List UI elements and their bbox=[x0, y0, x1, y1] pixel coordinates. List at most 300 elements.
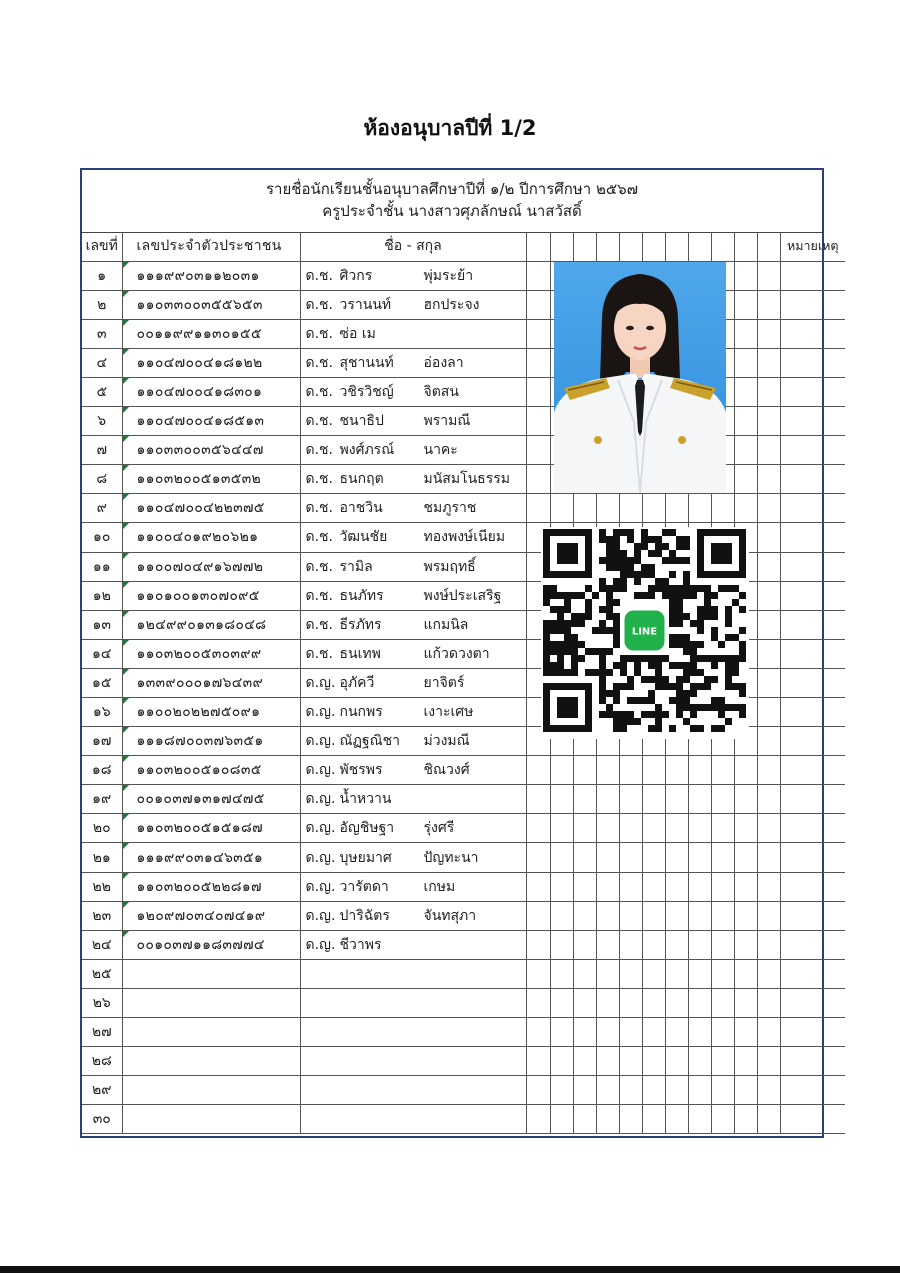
first-name: อัญชิษฐา bbox=[339, 820, 395, 837]
check-cell bbox=[688, 930, 711, 959]
student-national-id: ๐๐๑๐๓๗๑๓๑๗๔๗๕ bbox=[122, 785, 300, 814]
name-prefix: ด.ญ. bbox=[305, 791, 336, 808]
check-cell bbox=[734, 290, 757, 319]
last-name: จิตสน bbox=[423, 384, 459, 401]
student-number: ๓ bbox=[82, 319, 122, 348]
roster-heading: รายชื่อนักเรียนชั้นอนุบาลศึกษาปีที่ ๑/๒ ปีการศึกษา ๒๕๖๗ bbox=[266, 180, 638, 198]
check-cell bbox=[665, 232, 688, 261]
check-cell bbox=[573, 756, 596, 785]
check-cell bbox=[642, 1047, 665, 1076]
table-row bbox=[82, 785, 845, 814]
check-cell bbox=[573, 1047, 596, 1076]
student-name bbox=[300, 1076, 526, 1105]
student-name bbox=[300, 698, 526, 727]
check-cell bbox=[688, 901, 711, 930]
check-cell bbox=[711, 959, 734, 988]
check-cell bbox=[757, 698, 780, 727]
check-cell bbox=[526, 436, 550, 465]
student-name bbox=[300, 843, 526, 872]
check-cell bbox=[711, 1076, 734, 1105]
check-cell bbox=[757, 843, 780, 872]
student-name bbox=[300, 756, 526, 785]
note-cell bbox=[780, 930, 845, 959]
check-cell bbox=[550, 232, 573, 261]
check-cell bbox=[642, 814, 665, 843]
last-name: พุ่มระย้า bbox=[423, 267, 474, 284]
student-name bbox=[300, 668, 526, 697]
check-cell bbox=[526, 1076, 550, 1105]
check-cell bbox=[596, 959, 619, 988]
student-number: ๑๔ bbox=[82, 639, 122, 668]
student-name bbox=[300, 988, 526, 1017]
check-cell bbox=[757, 785, 780, 814]
check-cell bbox=[596, 988, 619, 1017]
last-name: ชิณวงศ์ bbox=[423, 762, 470, 779]
student-national-id: ๑๑๐๔๗๐๐๔๒๒๓๗๕ bbox=[122, 494, 300, 523]
last-name: มนัสมโนธรรม bbox=[423, 471, 510, 488]
name-prefix: ด.ช. bbox=[305, 471, 333, 488]
student-name bbox=[300, 494, 526, 523]
check-cell bbox=[757, 1076, 780, 1105]
note-cell bbox=[780, 581, 845, 610]
note-cell bbox=[780, 436, 845, 465]
check-cell bbox=[642, 232, 665, 261]
student-national-id bbox=[122, 1076, 300, 1105]
note-cell bbox=[780, 959, 845, 988]
check-cell bbox=[619, 494, 642, 523]
note-cell bbox=[780, 668, 845, 697]
check-cell bbox=[757, 1047, 780, 1076]
check-cell bbox=[757, 727, 780, 756]
first-name: บุษยมาศ bbox=[339, 849, 392, 866]
check-cell bbox=[573, 959, 596, 988]
first-name: วัฒนชัย bbox=[339, 529, 388, 546]
student-number: ๑๙ bbox=[82, 785, 122, 814]
student-national-id: ๑๑๑๘๗๐๐๓๗๖๓๕๑ bbox=[122, 727, 300, 756]
student-number: ๑๒ bbox=[82, 581, 122, 610]
check-cell bbox=[757, 552, 780, 581]
check-cell bbox=[757, 377, 780, 406]
student-number: ๒๐ bbox=[82, 814, 122, 843]
last-name: เงาะเศษ bbox=[423, 704, 474, 721]
check-cell bbox=[526, 348, 550, 377]
student-name bbox=[300, 377, 526, 406]
note-cell bbox=[780, 319, 845, 348]
student-number: ๑๐ bbox=[82, 523, 122, 552]
check-cell bbox=[550, 930, 573, 959]
check-cell bbox=[734, 843, 757, 872]
check-cell bbox=[757, 1105, 780, 1134]
page-title: ห้องอนุบาลปีที่ 1/2 bbox=[363, 116, 537, 140]
student-number: ๑๓ bbox=[82, 610, 122, 639]
note-cell bbox=[780, 494, 845, 523]
student-number: ๒๗ bbox=[82, 1018, 122, 1047]
student-name bbox=[300, 959, 526, 988]
col-note-header: หมายเหตุ bbox=[780, 232, 845, 261]
first-name: ซ่อ เม bbox=[339, 325, 376, 342]
first-name: ชนาธิป bbox=[339, 413, 384, 430]
name-prefix: ด.ช. bbox=[305, 442, 333, 459]
check-cell bbox=[688, 494, 711, 523]
student-number: ๕ bbox=[82, 377, 122, 406]
student-national-id bbox=[122, 1105, 300, 1134]
col-number-header: เลขที่ bbox=[82, 232, 122, 261]
name-prefix: ด.ช. bbox=[305, 500, 333, 517]
student-name bbox=[300, 785, 526, 814]
check-cell bbox=[596, 1018, 619, 1047]
check-cell bbox=[688, 756, 711, 785]
student-name bbox=[300, 290, 526, 319]
check-cell bbox=[757, 348, 780, 377]
check-cell bbox=[573, 872, 596, 901]
check-cell bbox=[711, 1105, 734, 1134]
check-cell bbox=[757, 668, 780, 697]
note-cell bbox=[780, 901, 845, 930]
check-cell bbox=[711, 785, 734, 814]
note-cell bbox=[780, 639, 845, 668]
student-number: ๔ bbox=[82, 348, 122, 377]
check-cell bbox=[757, 261, 780, 290]
student-number: ๒๑ bbox=[82, 843, 122, 872]
student-national-id: ๑๑๐๓๒๐๐๕๑๓๕๓๒ bbox=[122, 465, 300, 494]
line-qr-code[interactable] bbox=[541, 527, 749, 739]
check-cell bbox=[688, 785, 711, 814]
name-prefix: ด.ช. bbox=[305, 529, 333, 546]
student-national-id bbox=[122, 959, 300, 988]
student-name bbox=[300, 1018, 526, 1047]
first-name: ธีรภัทร bbox=[339, 616, 382, 633]
table-row bbox=[82, 988, 845, 1017]
last-name: เกษม bbox=[423, 878, 456, 895]
check-cell bbox=[757, 465, 780, 494]
line-badge-label: LINE bbox=[631, 626, 658, 638]
note-cell bbox=[780, 988, 845, 1017]
check-cell bbox=[550, 814, 573, 843]
name-prefix: ด.ญ. bbox=[305, 674, 336, 691]
check-cell bbox=[711, 1018, 734, 1047]
table-row bbox=[82, 843, 845, 872]
student-number: ๑๑ bbox=[82, 552, 122, 581]
check-cell bbox=[526, 232, 550, 261]
check-cell bbox=[688, 988, 711, 1017]
check-cell bbox=[711, 843, 734, 872]
student-number: ๒๔ bbox=[82, 930, 122, 959]
check-cell bbox=[550, 988, 573, 1017]
check-cell bbox=[757, 232, 780, 261]
student-national-id: ๑๑๑๙๙๐๓๑๑๒๐๓๑ bbox=[122, 261, 300, 290]
check-cell bbox=[757, 319, 780, 348]
student-number: ๑๗ bbox=[82, 727, 122, 756]
check-cell bbox=[526, 465, 550, 494]
student-national-id: ๐๐๑๐๓๗๑๑๘๓๗๗๔ bbox=[122, 930, 300, 959]
last-name: ฮกประจง bbox=[423, 296, 480, 313]
check-cell bbox=[596, 1047, 619, 1076]
student-national-id: ๑๑๐๓๒๐๐๕๓๐๓๙๙ bbox=[122, 639, 300, 668]
student-national-id: ๑๑๐๓๒๐๐๕๑๕๑๘๗ bbox=[122, 814, 300, 843]
note-cell bbox=[780, 1105, 845, 1134]
note-cell bbox=[780, 785, 845, 814]
check-cell bbox=[665, 494, 688, 523]
note-cell bbox=[780, 261, 845, 290]
check-cell bbox=[619, 756, 642, 785]
check-cell bbox=[757, 290, 780, 319]
name-prefix: ด.ช. bbox=[305, 645, 333, 662]
check-cell bbox=[596, 872, 619, 901]
student-name bbox=[300, 465, 526, 494]
check-cell bbox=[734, 1076, 757, 1105]
student-number: ๙ bbox=[82, 494, 122, 523]
student-national-id: ๑๑๐๑๐๐๑๓๐๗๐๙๕ bbox=[122, 581, 300, 610]
table-row bbox=[82, 465, 845, 494]
table-row bbox=[82, 1047, 845, 1076]
table-row bbox=[82, 756, 845, 785]
student-name bbox=[300, 523, 526, 552]
last-name: อ่องลา bbox=[423, 354, 464, 371]
name-prefix: ด.ญ. bbox=[305, 762, 336, 779]
student-national-id: ๑๓๓๙๐๐๐๑๗๖๔๓๙ bbox=[122, 668, 300, 697]
check-cell bbox=[688, 843, 711, 872]
note-cell bbox=[780, 407, 845, 436]
check-cell bbox=[665, 988, 688, 1017]
first-name: พัชรพร bbox=[339, 762, 383, 779]
student-number: ๒ bbox=[82, 290, 122, 319]
student-national-id: ๑๑๑๙๙๐๓๑๔๖๓๕๑ bbox=[122, 843, 300, 872]
check-cell bbox=[573, 785, 596, 814]
check-cell bbox=[734, 872, 757, 901]
student-name bbox=[300, 727, 526, 756]
student-national-id: ๑๑๐๓๒๐๐๕๒๒๘๑๗ bbox=[122, 872, 300, 901]
student-name bbox=[300, 348, 526, 377]
header-row bbox=[82, 232, 845, 261]
student-number: ๒๕ bbox=[82, 959, 122, 988]
check-cell bbox=[573, 1105, 596, 1134]
check-cell bbox=[665, 930, 688, 959]
check-cell bbox=[734, 261, 757, 290]
table-row bbox=[82, 494, 845, 523]
check-cell bbox=[573, 232, 596, 261]
table-row bbox=[82, 377, 845, 406]
student-number: ๑๖ bbox=[82, 698, 122, 727]
name-prefix: ด.ช. bbox=[305, 384, 333, 401]
student-national-id: ๑๑๐๐๒๐๒๒๗๕๐๙๑ bbox=[122, 698, 300, 727]
check-cell bbox=[711, 756, 734, 785]
check-cell bbox=[757, 901, 780, 930]
name-prefix: ด.ช. bbox=[305, 296, 333, 313]
sheet-heading bbox=[82, 170, 822, 233]
check-cell bbox=[573, 494, 596, 523]
check-cell bbox=[734, 232, 757, 261]
check-cell bbox=[642, 1018, 665, 1047]
check-cell bbox=[526, 1105, 550, 1134]
first-name: ศิวกร bbox=[339, 267, 373, 284]
table-row bbox=[82, 319, 845, 348]
check-cell bbox=[757, 814, 780, 843]
check-cell bbox=[526, 377, 550, 406]
check-cell bbox=[526, 290, 550, 319]
check-cell bbox=[757, 523, 780, 552]
check-cell bbox=[596, 901, 619, 930]
name-prefix: ด.ญ. bbox=[305, 849, 336, 866]
note-cell bbox=[780, 756, 845, 785]
check-cell bbox=[734, 1018, 757, 1047]
name-prefix: ด.ญ. bbox=[305, 820, 336, 837]
check-cell bbox=[550, 494, 573, 523]
check-cell bbox=[619, 1076, 642, 1105]
check-cell bbox=[734, 930, 757, 959]
student-national-id: ๑๑๐๐๔๐๑๙๒๐๖๒๑ bbox=[122, 523, 300, 552]
student-national-id: ๑๑๐๐๗๐๔๙๑๖๗๗๒ bbox=[122, 552, 300, 581]
check-cell bbox=[550, 1076, 573, 1105]
note-cell bbox=[780, 698, 845, 727]
table-row bbox=[82, 261, 845, 290]
table-row bbox=[82, 407, 845, 436]
table-row bbox=[82, 1076, 845, 1105]
check-cell bbox=[711, 930, 734, 959]
check-cell bbox=[734, 901, 757, 930]
student-name bbox=[300, 436, 526, 465]
check-cell bbox=[642, 901, 665, 930]
last-name: พรมฤทธิ์ bbox=[423, 558, 476, 575]
student-number: ๑๕ bbox=[82, 668, 122, 697]
check-cell bbox=[665, 1047, 688, 1076]
check-cell bbox=[642, 930, 665, 959]
first-name: อุภัควี bbox=[339, 674, 375, 691]
name-prefix: ด.ญ. bbox=[305, 907, 336, 924]
check-cell bbox=[757, 407, 780, 436]
note-cell bbox=[780, 872, 845, 901]
check-cell bbox=[757, 610, 780, 639]
check-cell bbox=[596, 1076, 619, 1105]
check-cell bbox=[642, 494, 665, 523]
check-cell bbox=[734, 319, 757, 348]
check-cell bbox=[665, 785, 688, 814]
student-name bbox=[300, 901, 526, 930]
col-id-header: เลขประจำตัวประชาชน bbox=[122, 232, 300, 261]
student-name bbox=[300, 319, 526, 348]
check-cell bbox=[757, 436, 780, 465]
student-national-id bbox=[122, 1018, 300, 1047]
check-cell bbox=[642, 988, 665, 1017]
student-national-id: ๐๐๑๑๙๙๑๑๓๐๑๕๕ bbox=[122, 319, 300, 348]
first-name: อาชวิน bbox=[339, 500, 383, 517]
last-name: รุ่งศรี bbox=[423, 820, 455, 837]
name-prefix: ด.ญ. bbox=[305, 936, 336, 953]
check-cell bbox=[596, 930, 619, 959]
check-cell bbox=[642, 1105, 665, 1134]
first-name: ธนภัทร bbox=[339, 587, 384, 604]
check-cell bbox=[665, 1076, 688, 1105]
check-cell bbox=[619, 232, 642, 261]
check-cell bbox=[642, 872, 665, 901]
check-cell bbox=[734, 436, 757, 465]
check-cell bbox=[619, 843, 642, 872]
last-name: นาคะ bbox=[423, 442, 458, 459]
check-cell bbox=[526, 756, 550, 785]
student-national-id: ๑๑๐๔๗๐๐๔๑๘๕๑๓ bbox=[122, 407, 300, 436]
first-name: วรานนท์ bbox=[339, 296, 392, 313]
first-name: ปาริฉัตร bbox=[339, 907, 390, 924]
check-cell bbox=[734, 814, 757, 843]
student-name bbox=[300, 581, 526, 610]
check-cell bbox=[550, 872, 573, 901]
student-national-id: ๑๒๐๙๗๐๓๔๐๗๔๑๙ bbox=[122, 901, 300, 930]
check-cell bbox=[688, 232, 711, 261]
student-number: ๑ bbox=[82, 261, 122, 290]
portrait-illustration bbox=[554, 262, 726, 493]
table-row bbox=[82, 872, 845, 901]
check-cell bbox=[526, 785, 550, 814]
check-cell bbox=[665, 1105, 688, 1134]
table-row bbox=[82, 930, 845, 959]
table-row bbox=[82, 814, 845, 843]
check-cell bbox=[688, 872, 711, 901]
check-cell bbox=[619, 785, 642, 814]
name-prefix: ด.ญ. bbox=[305, 878, 336, 895]
last-name: ม่วงมณี bbox=[423, 733, 470, 750]
student-name bbox=[300, 261, 526, 290]
first-name: ธนกฤต bbox=[339, 471, 384, 488]
first-name: กนกพร bbox=[339, 704, 383, 721]
last-name: ยาจิตร์ bbox=[423, 674, 465, 691]
note-cell bbox=[780, 523, 845, 552]
check-cell bbox=[526, 814, 550, 843]
note-cell bbox=[780, 290, 845, 319]
check-cell bbox=[526, 1047, 550, 1076]
student-number: ๒๒ bbox=[82, 872, 122, 901]
first-name: รามิล bbox=[339, 558, 373, 575]
check-cell bbox=[619, 872, 642, 901]
check-cell bbox=[665, 959, 688, 988]
last-name: จันทสุภา bbox=[423, 907, 477, 924]
check-cell bbox=[757, 494, 780, 523]
note-cell bbox=[780, 1047, 845, 1076]
check-cell bbox=[526, 843, 550, 872]
name-prefix: ด.ช. bbox=[305, 558, 333, 575]
check-cell bbox=[711, 814, 734, 843]
student-name bbox=[300, 639, 526, 668]
check-cell bbox=[596, 756, 619, 785]
student-number: ๘ bbox=[82, 465, 122, 494]
first-name: น้ำหวาน bbox=[339, 791, 392, 808]
check-cell bbox=[665, 756, 688, 785]
note-cell bbox=[780, 727, 845, 756]
last-name: ทองพงษ์เนียม bbox=[423, 529, 506, 546]
teacher-photo bbox=[554, 262, 726, 493]
check-cell bbox=[665, 814, 688, 843]
student-number: ๒๘ bbox=[82, 1047, 122, 1076]
note-cell bbox=[780, 1076, 845, 1105]
check-cell bbox=[734, 785, 757, 814]
student-number: ๒๖ bbox=[82, 988, 122, 1017]
check-cell bbox=[688, 1018, 711, 1047]
table-row bbox=[82, 436, 845, 465]
student-name bbox=[300, 407, 526, 436]
check-cell bbox=[757, 581, 780, 610]
check-cell bbox=[757, 988, 780, 1017]
last-name: ชมภูราช bbox=[423, 500, 477, 517]
last-name: พรามณี bbox=[423, 413, 471, 430]
student-name bbox=[300, 1047, 526, 1076]
check-cell bbox=[642, 959, 665, 988]
name-prefix: ด.ช. bbox=[305, 267, 333, 284]
note-cell bbox=[780, 465, 845, 494]
check-cell bbox=[526, 494, 550, 523]
check-cell bbox=[665, 843, 688, 872]
student-number: ๖ bbox=[82, 407, 122, 436]
table-row bbox=[82, 959, 845, 988]
note-cell bbox=[780, 348, 845, 377]
check-cell bbox=[734, 988, 757, 1017]
